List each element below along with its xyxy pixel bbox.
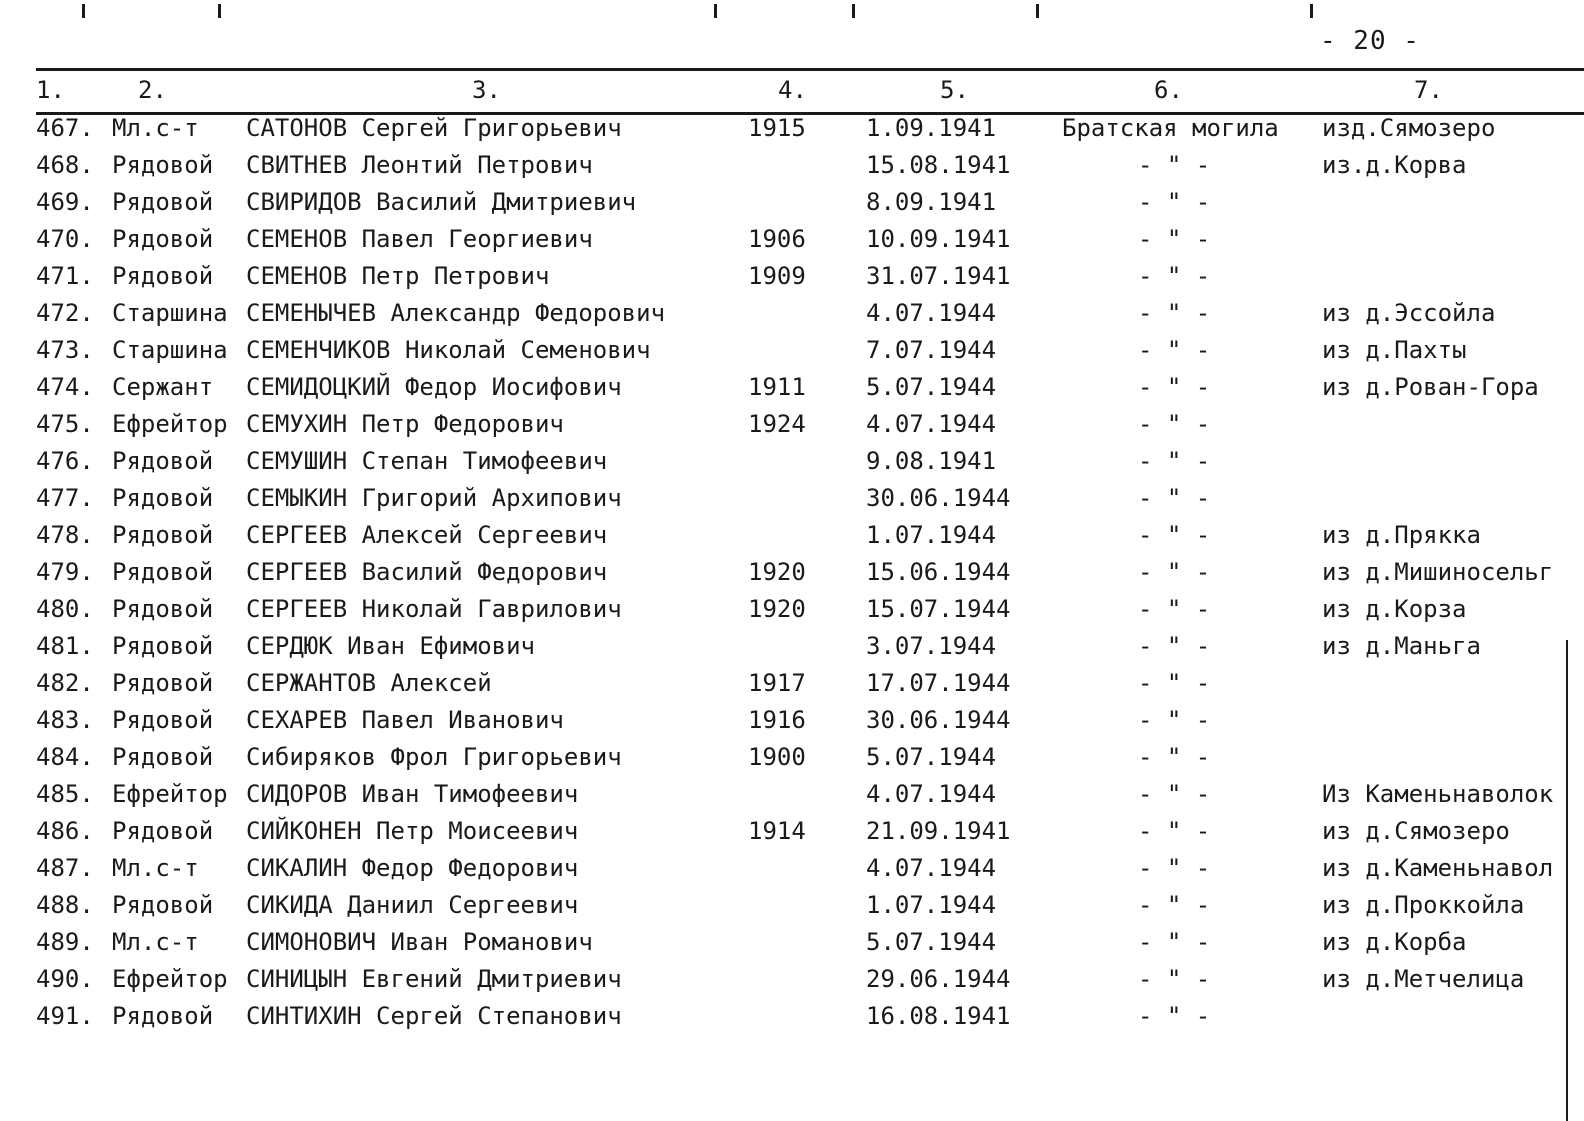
burial-cell: - " - [1138, 632, 1211, 660]
burial-cell: - " - [1138, 373, 1211, 401]
punch-mark [1036, 4, 1039, 18]
death-date-cell: 8.09.1941 [866, 188, 997, 216]
death-date-cell: 4.07.1944 [866, 780, 997, 808]
name-cell: СИНТИХИН Сергей Степанович [246, 1002, 622, 1030]
column-header: 6. [1154, 76, 1183, 104]
table-row [0, 669, 1584, 703]
burial-cell: - " - [1138, 521, 1211, 549]
origin-cell: из д.Сямозеро [1322, 817, 1510, 845]
column-header: 5. [940, 76, 969, 104]
origin-cell: из д.Пахты [1322, 336, 1467, 364]
row-number: 488. [36, 891, 94, 919]
page-edge-line [1566, 640, 1568, 1121]
origin-cell: Из Каменьнаволок [1322, 780, 1554, 808]
row-number: 474. [36, 373, 94, 401]
origin-cell: из д.Маньга [1322, 632, 1481, 660]
table-row [0, 928, 1584, 962]
rank-cell: Ефрейтор [112, 780, 228, 808]
burial-cell: - " - [1138, 225, 1211, 253]
name-cell: СЕРЖАНТОВ Алексей [246, 669, 492, 697]
row-number: 480. [36, 595, 94, 623]
origin-cell: из д.Проккойла [1322, 891, 1525, 919]
row-number: 469. [36, 188, 94, 216]
burial-cell: - " - [1138, 780, 1211, 808]
birth-year-cell: 1914 [748, 817, 806, 845]
rank-cell: Ефрейтор [112, 965, 228, 993]
table-row [0, 188, 1584, 222]
burial-cell: - " - [1138, 447, 1211, 475]
table-row [0, 262, 1584, 296]
origin-cell: из д.Рован-Гора [1322, 373, 1539, 401]
rank-cell: Мл.с-т [112, 114, 199, 142]
rank-cell: Рядовой [112, 151, 214, 179]
rank-cell: Рядовой [112, 225, 214, 253]
origin-cell: из д.Корза [1322, 595, 1467, 623]
rank-cell: Рядовой [112, 447, 214, 475]
table-row [0, 299, 1584, 333]
birth-year-cell: 1900 [748, 743, 806, 771]
row-number: 485. [36, 780, 94, 808]
punch-mark [1310, 4, 1313, 18]
origin-cell: из.д.Корва [1322, 151, 1467, 179]
rank-cell: Рядовой [112, 743, 214, 771]
death-date-cell: 1.09.1941 [866, 114, 997, 142]
burial-cell: - " - [1138, 484, 1211, 512]
table-row [0, 817, 1584, 851]
name-cell: СЕМЕНОВ Павел Георгиевич [246, 225, 593, 253]
origin-cell: из д.Прякка [1322, 521, 1481, 549]
row-number: 472. [36, 299, 94, 327]
origin-cell: из д.Корба [1322, 928, 1467, 956]
rank-cell: Рядовой [112, 521, 214, 549]
burial-cell: - " - [1138, 299, 1211, 327]
death-date-cell: 15.07.1944 [866, 595, 1011, 623]
table-row [0, 632, 1584, 666]
birth-year-cell: 1924 [748, 410, 806, 438]
origin-cell: изд.Сямозеро [1322, 114, 1496, 142]
row-number: 468. [36, 151, 94, 179]
death-date-cell: 31.07.1941 [866, 262, 1011, 290]
rank-cell: Рядовой [112, 817, 214, 845]
row-number: 489. [36, 928, 94, 956]
row-number: 471. [36, 262, 94, 290]
table-row [0, 151, 1584, 185]
punch-mark [218, 4, 221, 18]
name-cell: СИЙКОНЕН Петр Моисеевич [246, 817, 579, 845]
rank-cell: Рядовой [112, 595, 214, 623]
table-row [0, 558, 1584, 592]
death-date-cell: 1.07.1944 [866, 891, 997, 919]
death-date-cell: 16.08.1941 [866, 1002, 1011, 1030]
name-cell: СВИТНЕВ Леонтий Петрович [246, 151, 593, 179]
birth-year-cell: 1911 [748, 373, 806, 401]
birth-year-cell: 1906 [748, 225, 806, 253]
rank-cell: Рядовой [112, 891, 214, 919]
name-cell: СЕМЫКИН Григорий Архипович [246, 484, 622, 512]
origin-cell: из д.Каменьнавол [1322, 854, 1554, 882]
row-number: 476. [36, 447, 94, 475]
origin-cell: из д.Эссойла [1322, 299, 1496, 327]
rank-cell: Мл.с-т [112, 928, 199, 956]
burial-cell: - " - [1138, 817, 1211, 845]
name-cell: СЕМУШИН Степан Тимофеевич [246, 447, 608, 475]
rank-cell: Мл.с-т [112, 854, 199, 882]
death-date-cell: 15.08.1941 [866, 151, 1011, 179]
table-row [0, 521, 1584, 555]
name-cell: СЕРДЮК Иван Ефимович [246, 632, 535, 660]
row-number: 486. [36, 817, 94, 845]
page-number: - 20 - [1320, 26, 1420, 56]
birth-year-cell: 1917 [748, 669, 806, 697]
name-cell: СИКИДА Даниил Сергеевич [246, 891, 579, 919]
name-cell: Сибиряков Фрол Григорьевич [246, 743, 622, 771]
name-cell: СЕРГЕЕВ Василий Федорович [246, 558, 608, 586]
burial-cell: - " - [1138, 743, 1211, 771]
name-cell: СЕРГЕЕВ Алексей Сергеевич [246, 521, 608, 549]
row-number: 477. [36, 484, 94, 512]
birth-year-cell: 1916 [748, 706, 806, 734]
burial-cell: - " - [1138, 336, 1211, 364]
row-number: 481. [36, 632, 94, 660]
death-date-cell: 15.06.1944 [866, 558, 1011, 586]
table-top-rule [36, 68, 1584, 71]
rank-cell: Старшина [112, 336, 228, 364]
table-row [0, 336, 1584, 370]
name-cell: СЕМЕНЫЧЕВ Александр Федорович [246, 299, 666, 327]
birth-year-cell: 1920 [748, 595, 806, 623]
rank-cell: Рядовой [112, 669, 214, 697]
death-date-cell: 7.07.1944 [866, 336, 997, 364]
burial-cell: - " - [1138, 854, 1211, 882]
table-row [0, 706, 1584, 740]
death-date-cell: 1.07.1944 [866, 521, 997, 549]
table-row [0, 780, 1584, 814]
name-cell: СИДОРОВ Иван Тимофеевич [246, 780, 579, 808]
row-number: 490. [36, 965, 94, 993]
birth-year-cell: 1909 [748, 262, 806, 290]
origin-cell: из д.Мишиносельг [1322, 558, 1554, 586]
death-date-cell: 29.06.1944 [866, 965, 1011, 993]
row-number: 483. [36, 706, 94, 734]
row-number: 487. [36, 854, 94, 882]
name-cell: СЕМИДОЦКИЙ Федор Иосифович [246, 373, 622, 401]
name-cell: СИКАЛИН Федор Федорович [246, 854, 579, 882]
punch-mark [82, 4, 85, 18]
row-number: 484. [36, 743, 94, 771]
rank-cell: Рядовой [112, 632, 214, 660]
punch-mark [852, 4, 855, 18]
name-cell: СИНИЦЫН Евгений Дмитриевич [246, 965, 622, 993]
burial-cell: - " - [1138, 262, 1211, 290]
column-header: 1. [36, 76, 65, 104]
row-number: 478. [36, 521, 94, 549]
death-date-cell: 21.09.1941 [866, 817, 1011, 845]
death-date-cell: 4.07.1944 [866, 410, 997, 438]
rank-cell: Рядовой [112, 484, 214, 512]
burial-cell: - " - [1138, 928, 1211, 956]
table-row [0, 595, 1584, 629]
table-row [0, 484, 1584, 518]
birth-year-cell: 1920 [748, 558, 806, 586]
table-row [0, 114, 1584, 148]
burial-cell: - " - [1138, 669, 1211, 697]
table-row [0, 891, 1584, 925]
burial-cell: - " - [1138, 558, 1211, 586]
column-header: 4. [778, 76, 807, 104]
row-number: 482. [36, 669, 94, 697]
column-header: 3. [472, 76, 501, 104]
origin-cell: из д.Метчелица [1322, 965, 1525, 993]
rank-cell: Рядовой [112, 262, 214, 290]
row-number: 479. [36, 558, 94, 586]
row-number: 467. [36, 114, 94, 142]
table-row [0, 965, 1584, 999]
column-header: 7. [1414, 76, 1443, 104]
row-number: 491. [36, 1002, 94, 1030]
row-number: 470. [36, 225, 94, 253]
rank-cell: Рядовой [112, 188, 214, 216]
burial-cell: Братская могила [1062, 114, 1279, 142]
table-row [0, 743, 1584, 777]
name-cell: СЕХАРЕВ Павел Иванович [246, 706, 564, 734]
burial-cell: - " - [1138, 706, 1211, 734]
death-date-cell: 4.07.1944 [866, 299, 997, 327]
death-date-cell: 5.07.1944 [866, 373, 997, 401]
table-row [0, 1002, 1584, 1036]
name-cell: СВИРИДОВ Василий Дмитриевич [246, 188, 637, 216]
rank-cell: Ефрейтор [112, 410, 228, 438]
death-date-cell: 30.06.1944 [866, 484, 1011, 512]
death-date-cell: 9.08.1941 [866, 447, 997, 475]
row-number: 475. [36, 410, 94, 438]
burial-cell: - " - [1138, 151, 1211, 179]
column-header: 2. [138, 76, 167, 104]
death-date-cell: 5.07.1944 [866, 743, 997, 771]
death-date-cell: 17.07.1944 [866, 669, 1011, 697]
table-row [0, 225, 1584, 259]
death-date-cell: 4.07.1944 [866, 854, 997, 882]
name-cell: СЕМЕНЧИКОВ Николай Семенович [246, 336, 651, 364]
row-number: 473. [36, 336, 94, 364]
burial-cell: - " - [1138, 891, 1211, 919]
death-date-cell: 10.09.1941 [866, 225, 1011, 253]
rank-cell: Рядовой [112, 706, 214, 734]
rank-cell: Старшина [112, 299, 228, 327]
burial-cell: - " - [1138, 1002, 1211, 1030]
death-date-cell: 30.06.1944 [866, 706, 1011, 734]
burial-cell: - " - [1138, 410, 1211, 438]
table-row [0, 854, 1584, 888]
name-cell: СЕМЕНОВ Петр Петрович [246, 262, 550, 290]
rank-cell: Рядовой [112, 558, 214, 586]
birth-year-cell: 1915 [748, 114, 806, 142]
table-row [0, 410, 1584, 444]
burial-cell: - " - [1138, 595, 1211, 623]
burial-cell: - " - [1138, 965, 1211, 993]
rank-cell: Сержант [112, 373, 214, 401]
death-date-cell: 5.07.1944 [866, 928, 997, 956]
name-cell: СЕМУХИН Петр Федорович [246, 410, 564, 438]
punch-mark [714, 4, 717, 18]
death-date-cell: 3.07.1944 [866, 632, 997, 660]
table-row [0, 447, 1584, 481]
name-cell: САТОНОВ Сергей Григорьевич [246, 114, 622, 142]
rank-cell: Рядовой [112, 1002, 214, 1030]
name-cell: СЕРГЕЕВ Николай Гаврилович [246, 595, 622, 623]
table-header [0, 76, 1584, 110]
name-cell: СИМОНОВИЧ Иван Романович [246, 928, 593, 956]
burial-cell: - " - [1138, 188, 1211, 216]
table-row [0, 373, 1584, 407]
